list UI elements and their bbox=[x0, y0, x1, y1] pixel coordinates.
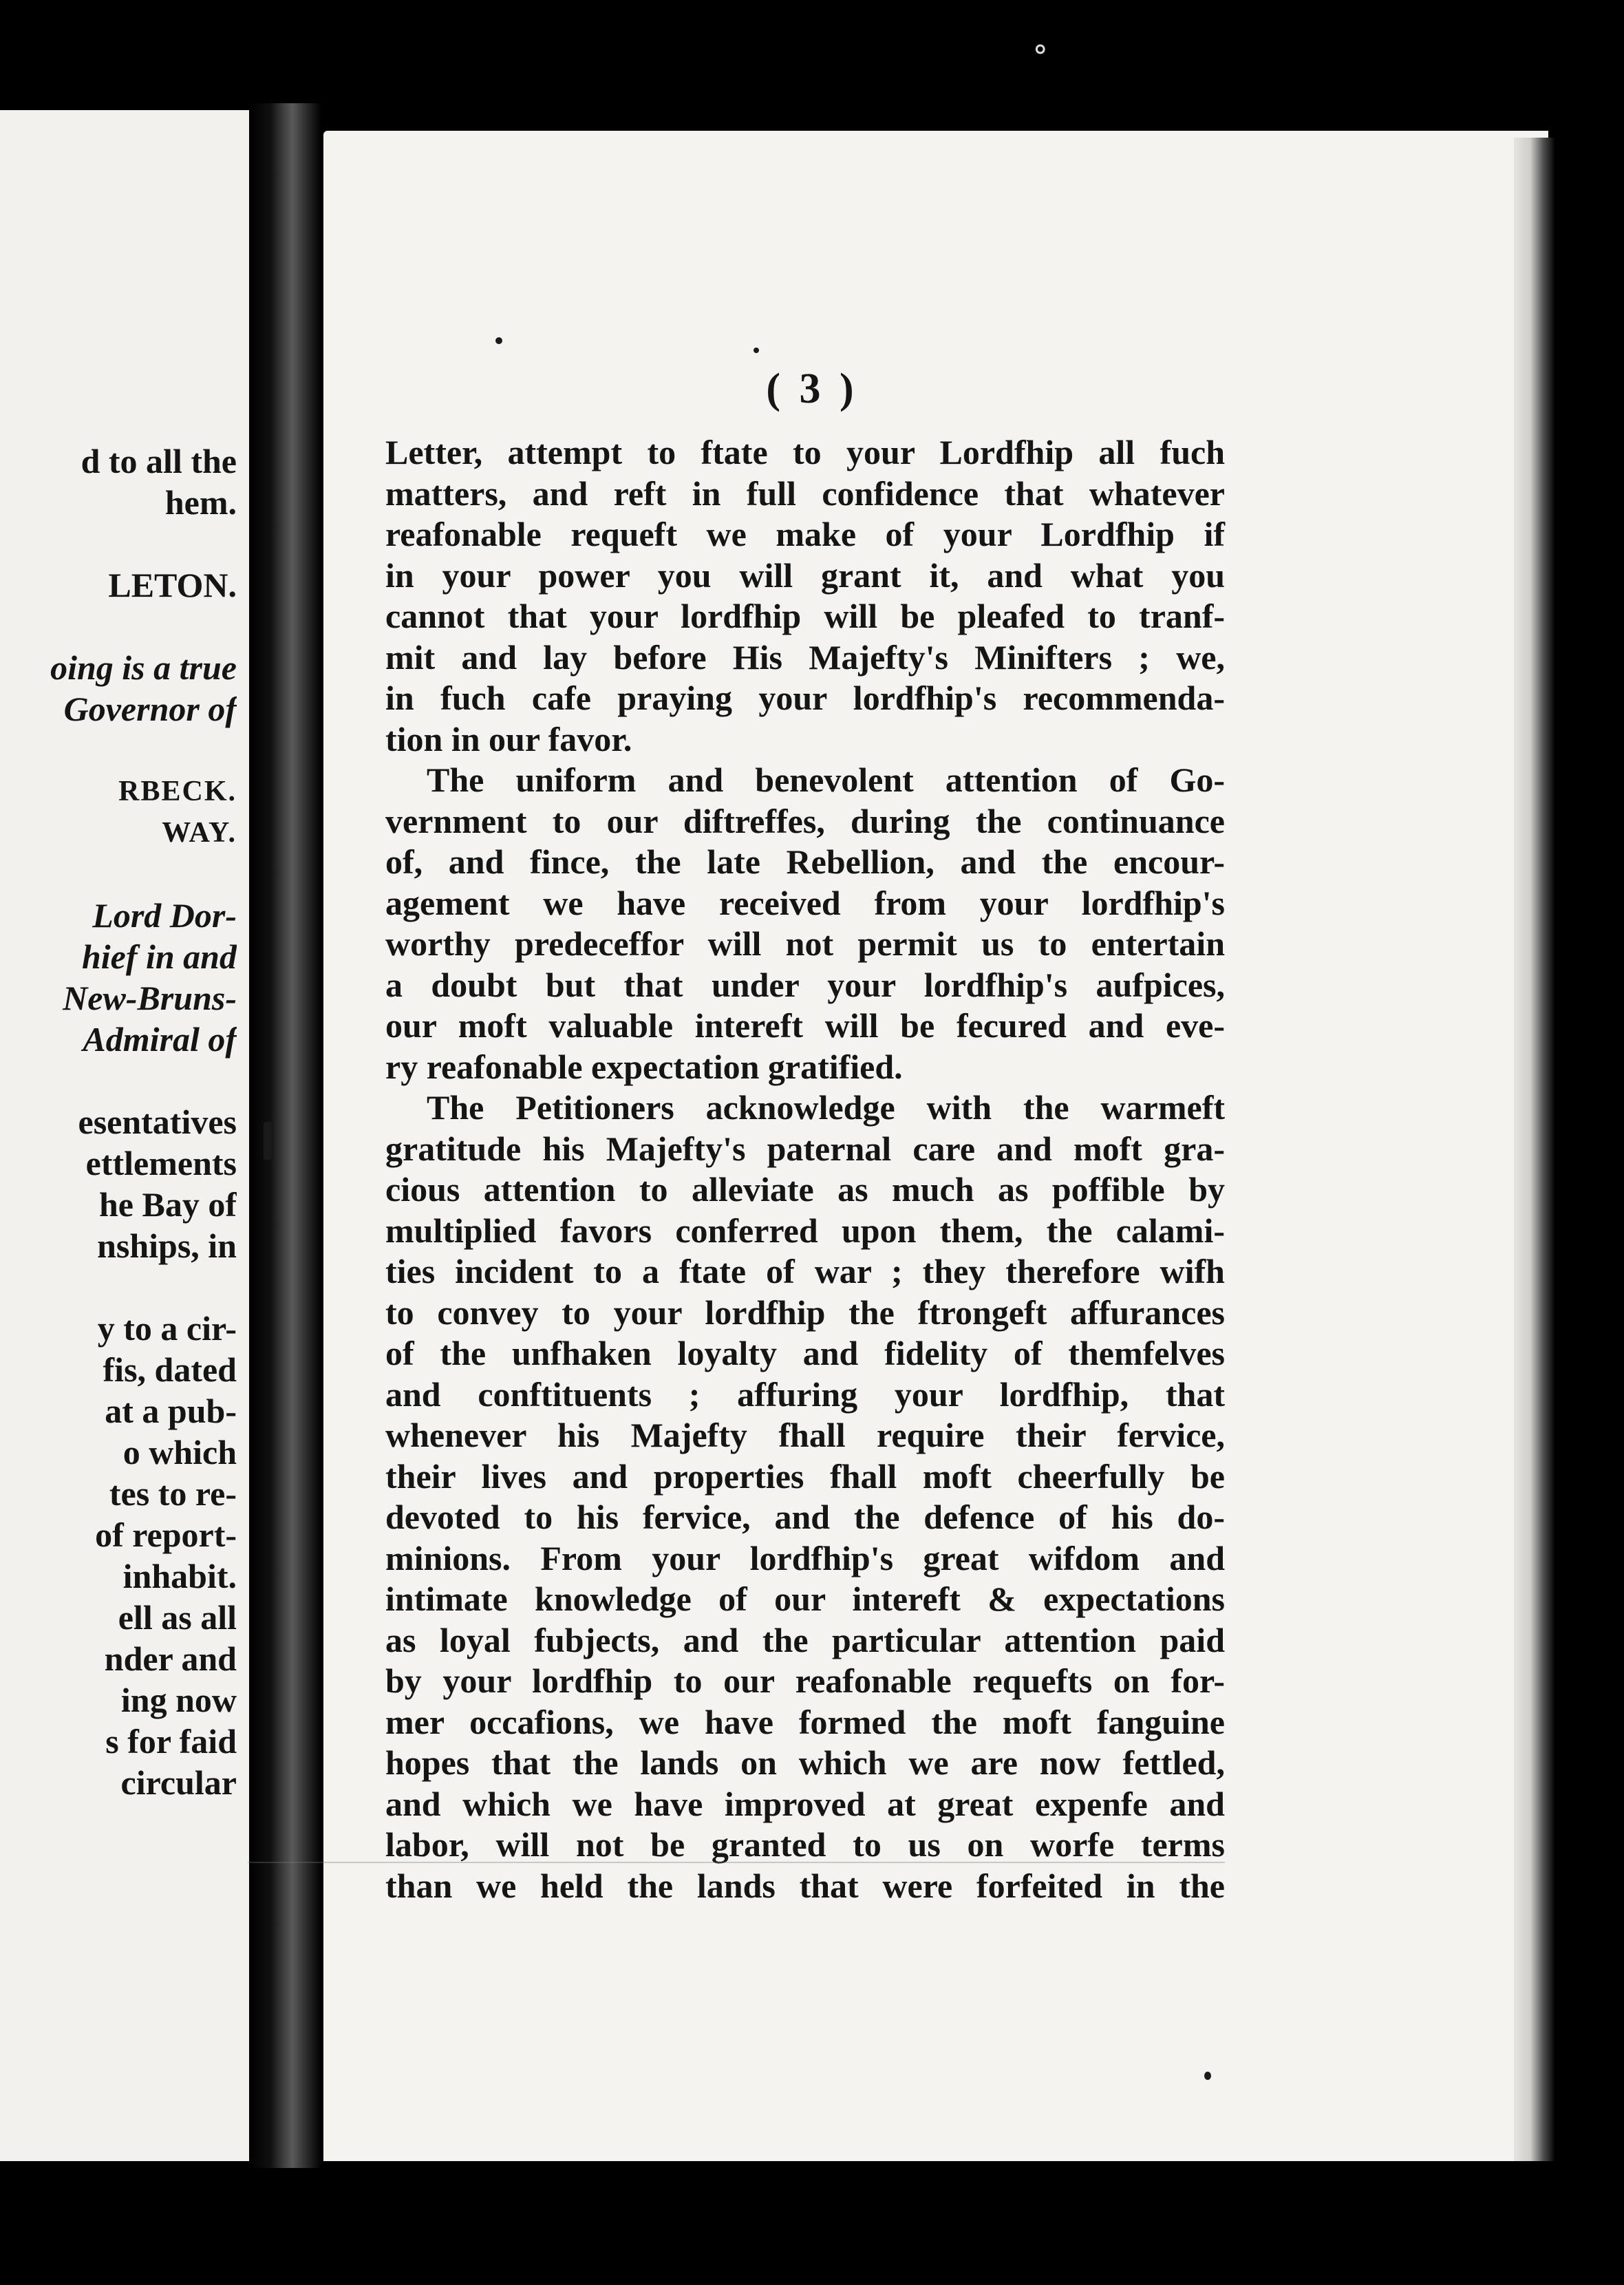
left-page-line: tes to re- bbox=[109, 1474, 237, 1513]
body-text-line: agement we have received from your lordfhip's bbox=[385, 883, 1225, 922]
left-page-line: at a pub- bbox=[105, 1392, 237, 1430]
left-page-line: inhabit. bbox=[122, 1557, 237, 1595]
left-page-line: he Bay of bbox=[99, 1185, 237, 1224]
left-page-line: hem. bbox=[164, 483, 237, 522]
body-text-line: of the unfhaken loyalty and fidelity of themfelves bbox=[385, 1334, 1225, 1372]
body-text-line: minions. From your lordfhip's great wifdom and bbox=[385, 1538, 1225, 1577]
body-text-line: mit and lay before His Majefty's Minifters ; we, bbox=[385, 637, 1225, 677]
left-page-line: hief in and bbox=[81, 937, 237, 976]
left-page-line bbox=[3, 606, 237, 647]
body-text-line: to convey to your lordfhip the ftrongeft affurances bbox=[385, 1293, 1225, 1332]
body-text-line: Letter, attempt to ftate to your Lordfhip all fuch bbox=[385, 433, 1225, 471]
body-text-line: a doubt but that under your lordfhip's aufpices, bbox=[385, 965, 1225, 1004]
body-text-line: tion in our favor. bbox=[385, 719, 632, 758]
body-text-line: as loyal fubjects, and the particular attention paid bbox=[385, 1620, 1225, 1659]
ink-speck bbox=[495, 337, 502, 344]
left-page-line: s for faid bbox=[105, 1722, 237, 1761]
left-page-line: RBECK. bbox=[118, 776, 237, 807]
left-page-line: o which bbox=[122, 1433, 237, 1471]
body-text-line: reafonable requeft we make of your Lordfhip if bbox=[385, 515, 1225, 553]
ink-speck bbox=[264, 1122, 272, 1160]
left-page-line: ing now bbox=[120, 1681, 237, 1719]
left-page-line: ettlements bbox=[85, 1144, 237, 1182]
left-page-line: ell as all bbox=[118, 1598, 237, 1637]
left-page-line: LETON. bbox=[108, 566, 237, 604]
ink-speck bbox=[754, 348, 759, 353]
body-text-line: and which we have improved at great expenfe and bbox=[385, 1784, 1225, 1823]
body-text-line: cannot that your lordfhip will be pleafed to tranf- bbox=[385, 597, 1225, 635]
body-text-line: whenever his Majefty fhall require their fervice, bbox=[385, 1416, 1225, 1454]
body-text-line: in your power you will grant it, and what you bbox=[385, 555, 1225, 595]
left-page-line: Governor of bbox=[63, 690, 237, 728]
body-text-line: ties incident to a ftate of war ; they therefore wifh bbox=[385, 1252, 1225, 1290]
left-page-line: oing is a true bbox=[50, 648, 237, 687]
body-text-line: our moft valuable intereft will be fecured and eve- bbox=[385, 1006, 1225, 1045]
left-page-line: d to all the bbox=[81, 442, 237, 480]
body-text-line: multiplied favors conferred upon them, the calami- bbox=[385, 1211, 1225, 1250]
page-number: ( 3 ) bbox=[766, 365, 858, 412]
body-text-line: cious attention to alleviate as much as poffible by bbox=[385, 1170, 1225, 1209]
left-page bbox=[0, 110, 255, 2161]
left-page-line bbox=[3, 730, 237, 771]
left-page-line: of report- bbox=[95, 1516, 237, 1554]
body-text-line: of, and fince, the late Rebellion, and the encour- bbox=[385, 842, 1225, 881]
body-text-line: hopes that the lands on which we are now fettled, bbox=[385, 1743, 1225, 1782]
body-text-line: matters, and reft in full confidence that whatever bbox=[385, 474, 1225, 513]
left-page-line: WAY. bbox=[162, 817, 237, 849]
body-text-line: intimate knowledge of our intereft & expectations bbox=[385, 1580, 1225, 1618]
body-text-line: worthy predeceffor will not permit us to entertain bbox=[385, 924, 1225, 963]
body-text-line: their lives and properties fhall moft cheerfully be bbox=[385, 1456, 1225, 1496]
left-page-line: nships, in bbox=[97, 1226, 237, 1265]
body-text-line: ry reafonable expectation gratified. bbox=[385, 1047, 903, 1086]
page-body-text bbox=[385, 432, 1225, 1906]
scan-artifact-line bbox=[248, 1862, 1225, 1863]
left-page-line: Admiral of bbox=[83, 1020, 237, 1059]
left-page-line: circular bbox=[120, 1763, 237, 1802]
ink-speck bbox=[1204, 2072, 1211, 2080]
left-page-line bbox=[3, 853, 237, 895]
left-page-line: nder and bbox=[104, 1639, 237, 1678]
left-page-line: esentatives bbox=[78, 1103, 237, 1141]
left-page-line bbox=[3, 1060, 237, 1101]
left-page-line: New-Bruns- bbox=[63, 979, 237, 1017]
left-page-text bbox=[3, 440, 237, 1803]
left-page-line bbox=[3, 1266, 237, 1308]
body-text-line: and conftituents ; affuring your lordfhip, that bbox=[385, 1374, 1225, 1414]
body-text-line: in fuch cafe praying your lordfhip's recommenda- bbox=[385, 679, 1225, 717]
left-page-line bbox=[3, 523, 237, 564]
body-text-line: mer occafions, we have formed the moft fanguine bbox=[385, 1702, 1225, 1741]
body-text-line: than we held the lands that were forfeited in the bbox=[385, 1866, 1225, 1905]
body-text-line: The uniform and benevolent attention of Go- bbox=[427, 761, 1225, 799]
body-text-line: devoted to his fervice, and the defence of his do- bbox=[385, 1498, 1225, 1536]
left-page-line: Lord Dor- bbox=[92, 896, 237, 935]
body-text-line: gratitude his Majefty's paternal care and moft gra- bbox=[385, 1129, 1225, 1168]
body-text-line: by your lordfhip to our reafonable requefts on for- bbox=[385, 1661, 1225, 1700]
body-text-line: labor, will not be granted to us on worfe terms bbox=[385, 1825, 1225, 1864]
page-edge bbox=[1514, 138, 1555, 2161]
book-gutter bbox=[249, 103, 321, 2168]
scan-mark-icon: ⚬ bbox=[1029, 34, 1052, 66]
body-text-line: vernment to our diftreffes, during the continuance bbox=[385, 801, 1225, 840]
left-page-line: y to a cir- bbox=[97, 1309, 237, 1348]
body-text-line: The Petitioners acknowledge with the warmeft bbox=[427, 1088, 1225, 1127]
left-page-line: fis, dated bbox=[103, 1350, 237, 1389]
